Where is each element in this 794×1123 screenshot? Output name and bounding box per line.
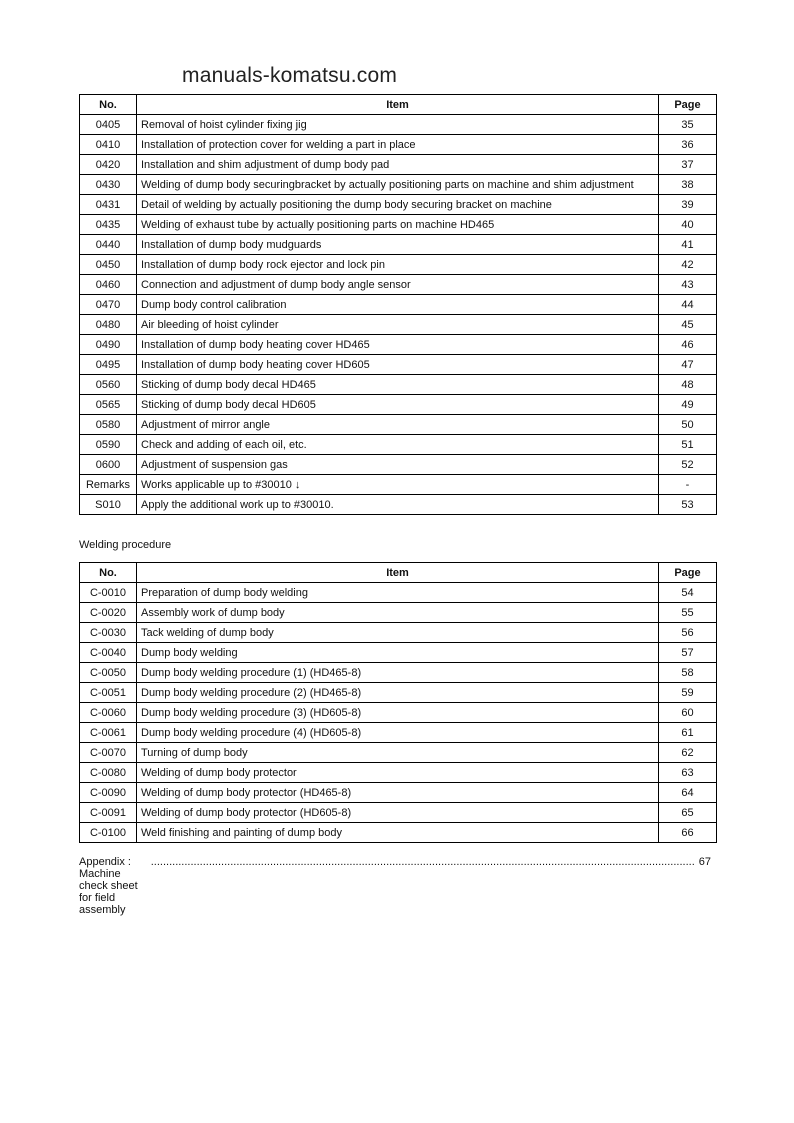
row-item: Installation of dump body heating cover HD605: [137, 355, 659, 375]
row-number: C-0030: [80, 623, 137, 643]
row-number: 0495: [80, 355, 137, 375]
row-item: Assembly work of dump body: [137, 603, 659, 623]
appendix-entry[interactable]: [79, 856, 711, 916]
row-number: C-0090: [80, 783, 137, 803]
row-item: Installation of dump body heating cover HD465: [137, 335, 659, 355]
table-row[interactable]: [80, 415, 717, 435]
table-row[interactable]: [80, 783, 717, 803]
table-row[interactable]: [80, 723, 717, 743]
row-item: Welding of dump body protector: [137, 763, 659, 783]
row-item: Sticking of dump body decal HD605: [137, 395, 659, 415]
row-item: Adjustment of mirror angle: [137, 415, 659, 435]
row-item: Check and adding of each oil, etc.: [137, 435, 659, 455]
header-item: Item: [137, 563, 659, 583]
row-page: 36: [659, 135, 717, 155]
table-header: [80, 563, 717, 583]
row-page: 61: [659, 723, 717, 743]
appendix-label: Appendix : Machine check sheet for field assembly: [79, 856, 138, 916]
leader-dots: ..................................................................................................................................................................................: [150, 856, 695, 868]
table-row[interactable]: [80, 215, 717, 235]
row-number: C-0010: [80, 583, 137, 603]
row-item: Dump body welding: [137, 643, 659, 663]
row-item: Installation of dump body rock ejector and lock pin: [137, 255, 659, 275]
row-number: C-0051: [80, 683, 137, 703]
table-row[interactable]: [80, 295, 717, 315]
row-number: 0440: [80, 235, 137, 255]
row-page: 38: [659, 175, 717, 195]
row-page: 40: [659, 215, 717, 235]
row-item: Adjustment of suspension gas: [137, 455, 659, 475]
row-item: Welding of dump body protector (HD465-8): [137, 783, 659, 803]
row-item: Apply the additional work up to #30010.: [137, 495, 659, 515]
appendix-page: 67: [698, 856, 711, 868]
table-row[interactable]: [80, 743, 717, 763]
table-row[interactable]: [80, 395, 717, 415]
row-page: 54: [659, 583, 717, 603]
row-number: 0430: [80, 175, 137, 195]
row-page: 46: [659, 335, 717, 355]
table-row[interactable]: [80, 175, 717, 195]
header-page: Page: [659, 563, 717, 583]
row-page: -: [659, 475, 717, 495]
table-row[interactable]: [80, 495, 717, 515]
table-row[interactable]: [80, 823, 717, 843]
row-page: 41: [659, 235, 717, 255]
row-number: 0490: [80, 335, 137, 355]
row-number: 0580: [80, 415, 137, 435]
watermark: manuals-komatsu.com: [182, 64, 398, 87]
row-item: Weld finishing and painting of dump body: [137, 823, 659, 843]
row-number: C-0070: [80, 743, 137, 763]
row-page: 35: [659, 115, 717, 135]
row-item: Dump body welding procedure (1) (HD465-8): [137, 663, 659, 683]
table-row[interactable]: [80, 435, 717, 455]
row-number: C-0050: [80, 663, 137, 683]
row-item: Dump body welding procedure (4) (HD605-8): [137, 723, 659, 743]
row-page: 43: [659, 275, 717, 295]
row-item: Removal of hoist cylinder fixing jig: [137, 115, 659, 135]
row-page: 56: [659, 623, 717, 643]
row-item: Welding of dump body securingbracket by actually positioning parts on machine and shim adjustment: [137, 175, 659, 195]
row-item: Installation of dump body mudguards: [137, 235, 659, 255]
table-row[interactable]: [80, 235, 717, 255]
table-row[interactable]: [80, 763, 717, 783]
table-row[interactable]: [80, 355, 717, 375]
row-page: 58: [659, 663, 717, 683]
table-row[interactable]: [80, 155, 717, 175]
row-number: C-0040: [80, 643, 137, 663]
row-number: 0590: [80, 435, 137, 455]
contents-table-welding: [79, 562, 717, 843]
row-number: 0420: [80, 155, 137, 175]
row-item: Sticking of dump body decal HD465: [137, 375, 659, 395]
row-number: 0600: [80, 455, 137, 475]
row-page: 47: [659, 355, 717, 375]
row-page: 59: [659, 683, 717, 703]
table-row[interactable]: [80, 475, 717, 495]
row-number: 0410: [80, 135, 137, 155]
row-page: 64: [659, 783, 717, 803]
row-item: Works applicable up to #30010 ↓: [137, 475, 659, 495]
row-item: Welding of dump body protector (HD605-8): [137, 803, 659, 823]
row-item: Dump body control calibration: [137, 295, 659, 315]
row-page: 57: [659, 643, 717, 663]
table-row[interactable]: [80, 583, 717, 603]
row-item: Preparation of dump body welding: [137, 583, 659, 603]
table-row[interactable]: [80, 335, 717, 355]
row-page: 39: [659, 195, 717, 215]
table-row[interactable]: [80, 643, 717, 663]
row-page: 60: [659, 703, 717, 723]
row-number: C-0091: [80, 803, 137, 823]
row-item: Welding of exhaust tube by actually positioning parts on machine HD465: [137, 215, 659, 235]
row-item: Detail of welding by actually positioning the dump body securing bracket on machine: [137, 195, 659, 215]
row-number: 0431: [80, 195, 137, 215]
table-row[interactable]: [80, 375, 717, 395]
row-number: C-0060: [80, 703, 137, 723]
row-page: 44: [659, 295, 717, 315]
header-no: No.: [80, 563, 137, 583]
row-page: 45: [659, 315, 717, 335]
table-row[interactable]: [80, 455, 717, 475]
row-page: 65: [659, 803, 717, 823]
row-item: Tack welding of dump body: [137, 623, 659, 643]
row-number: 0565: [80, 395, 137, 415]
row-number: 0560: [80, 375, 137, 395]
row-item: Installation and shim adjustment of dump body pad: [137, 155, 659, 175]
row-page: 48: [659, 375, 717, 395]
table-header: [80, 95, 717, 115]
row-number: 0460: [80, 275, 137, 295]
table-row[interactable]: [80, 135, 717, 155]
row-number: Remarks: [80, 475, 137, 495]
contents-table-assembly: [79, 94, 717, 515]
row-number: 0405: [80, 115, 137, 135]
table-row[interactable]: [80, 663, 717, 683]
row-page: 37: [659, 155, 717, 175]
row-page: 66: [659, 823, 717, 843]
row-page: 55: [659, 603, 717, 623]
table-row[interactable]: [80, 703, 717, 723]
row-page: 42: [659, 255, 717, 275]
table-row[interactable]: [80, 195, 717, 215]
table-row[interactable]: [80, 803, 717, 823]
row-number: C-0100: [80, 823, 137, 843]
table-row[interactable]: [80, 315, 717, 335]
row-item: Air bleeding of hoist cylinder: [137, 315, 659, 335]
row-number: 0435: [80, 215, 137, 235]
row-page: 52: [659, 455, 717, 475]
row-page: 62: [659, 743, 717, 763]
row-page: 63: [659, 763, 717, 783]
table-row[interactable]: [80, 603, 717, 623]
table-row[interactable]: [80, 115, 717, 135]
header-item: Item: [137, 95, 659, 115]
row-number: S010: [80, 495, 137, 515]
row-page: 53: [659, 495, 717, 515]
table-row[interactable]: [80, 683, 717, 703]
section-title-welding: Welding procedure: [79, 539, 172, 551]
row-item: Dump body welding procedure (3) (HD605-8): [137, 703, 659, 723]
row-number: 0450: [80, 255, 137, 275]
header-no: No.: [80, 95, 137, 115]
table-row[interactable]: [80, 623, 717, 643]
row-item: Turning of dump body: [137, 743, 659, 763]
row-page: 49: [659, 395, 717, 415]
row-item: Installation of protection cover for welding a part in place: [137, 135, 659, 155]
row-page: 50: [659, 415, 717, 435]
table-row[interactable]: [80, 275, 717, 295]
row-number: 0470: [80, 295, 137, 315]
row-number: C-0020: [80, 603, 137, 623]
row-item: Dump body welding procedure (2) (HD465-8): [137, 683, 659, 703]
row-number: C-0061: [80, 723, 137, 743]
row-item: Connection and adjustment of dump body angle sensor: [137, 275, 659, 295]
table-row[interactable]: [80, 255, 717, 275]
header-page: Page: [659, 95, 717, 115]
row-number: C-0080: [80, 763, 137, 783]
row-page: 51: [659, 435, 717, 455]
row-number: 0480: [80, 315, 137, 335]
